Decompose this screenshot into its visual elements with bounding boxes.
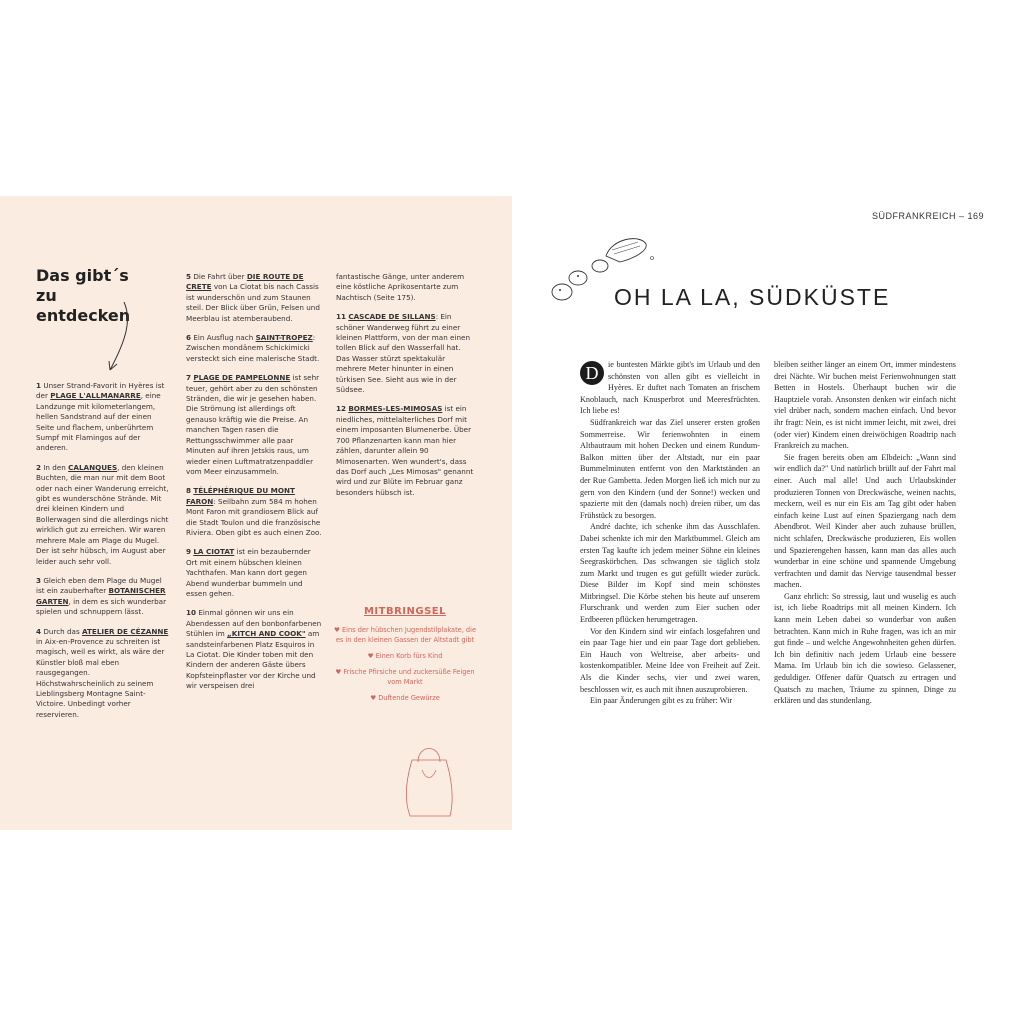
mitbringsel-item: ♥ Frische Pfirsiche und zuckersüße Feigen vom Markt xyxy=(335,668,475,686)
paragraph: Sie fragen bereits oben am Elbdeich: „Wann sind wir endlich da?" Und natürlich brüllt auf der Fahrt mal einer. Auch mal alle! Und auch Urlaubskinder produzieren Tonnen von Dreckwäsche, weinen nachts, meckern, weil es nur ein Eis am Tag gibt oder haben einfach keine Lust auf einen Spaziergang nach dem Abendbrot. Weil Kinder aber auch zuhause brüllen, nicht schlafen, Dreckwäsche produzieren, Eis wollen und Spazierengehen hassen, kann man das alles auch wunderbar in eine schöne und spannende Umgebung verfrachten und damit das Nervige tausendmal besser machen. xyxy=(774,452,956,590)
page-title: OH LA LA, SÜDKÜSTE xyxy=(614,284,891,310)
curved-arrow-icon xyxy=(96,300,136,378)
mitbringsel-item: ♥ Duftende Gewürze xyxy=(370,694,440,702)
paragraph: D ie buntesten Märkte gibt's im Urlaub und den schönsten von allen gibt es vielleicht in Hyères. Er duftet nach Tomaten an frischem Knoblauch, nach Knusperbrot und Meeresfrüchten. Ich liebe es! xyxy=(580,360,760,416)
paragraph: Südfrankreich war das Ziel unserer ersten großen Sommerreise. Wir ferienwohnten in einem Altbautraum mit hohen Decken und einem Rundum-Balkon mitten über der Altstadt, nur ein paar Bummelminuten entfernt von den Marktständen an der Rue Gambetta. Jeden Morgen ließ ich mich nur zu gern von den Kindern (und der Sonne!) wecken und spazierte mit den (damals noch) dreien rüber, um das Frühstück zu besorgen. xyxy=(580,417,760,520)
list-item: 5 Die Fahrt über DIE ROUTE DE CRETE von La Ciotat bis nach Cassis ist wunderschön und zum Staunen steil. Der Blick über Grün, Felsen und Meerblau ist atemberaubend. xyxy=(186,272,320,323)
list-item: 3 Gleich eben dem Plage du Mugel ist ein zauberhafter BOTANISCHER GARTEN, in dem es sich wunderbar spielen und schnuppern lässt. xyxy=(36,575,167,617)
list-item-continued: fantastische Gänge, unter anderem eine köstliche Aprikosentarte zum Nachtisch (Seite 175). xyxy=(336,272,465,302)
list-item: 1 Unser Strand-Favorit in Hyères ist der PLAGE L'ALLMANARRE, eine Landzunge mit kilometerlangem, hellen Sandstrand auf der einen Seite und flachem, unberührtem Sumpf mit Flamingos auf der anderen. xyxy=(36,381,165,453)
column-2 xyxy=(186,272,322,701)
drop-cap: D xyxy=(580,361,604,385)
running-head: SÜDFRANKREICH – 169 xyxy=(871,211,984,221)
list-item: 9 LA CIOTAT ist ein bezaubernder Ort mit einem hübschen kleinen Yachthafen. Man kann dort gegen Abend wunderbar bummeln und essen gehen. xyxy=(186,547,311,598)
section-title-line-1: Das gibt´s xyxy=(36,266,129,285)
list-item: 12 BORMES-LES-MIMOSAS ist ein niedliches, mittelalterliches Dorf mit einem imposanten Blumenerbe. Über 700 Pflanzenarten kann man hier zählen, darunter allein 90 Mimosenarten. Wen wundert's, dass das Dorf auch „Les Mimosas" genannt wird und zur Blüte im Februar ganz besonders hübsch ist. xyxy=(336,404,474,497)
list-item: 8 TÉLÉPHÉRIQUE DU MONT FARON: Seilbahn zum 584 m hohen Mont Faron mit grandiosem Blick auf die Stadt Toulon und die französische Riviera. Oben gibt es auch einen Zoo. xyxy=(186,486,322,537)
list-item: 11 CASCADE DE SILLANS: Ein schöner Wanderweg führt zu einer kleinen Plattform, von der man einen tollen Blick auf den Wasserfall hat. Das Wasser stürzt spektakulär mehrere Meter hinunter in einen türkisen See. Sieht aus wie in der Südsee. xyxy=(336,312,471,395)
mitbringsel-title: MITBRINGSEL xyxy=(363,606,447,617)
body-column-1 xyxy=(580,359,760,707)
list-item: 10 Einmal gönnen wir uns ein Abendessen auf den bonbonfarbenen Stühlen im „KITCH AND COOK" am sandsteinfarbenen Platz Esquiros in La Ciotat. Die Kinder toben mit den Kindern der anderen Gäste übers Kopfsteinpflaster vor der Kirche und wir verspeisen drei xyxy=(186,608,322,691)
tote-bag-illustration xyxy=(402,740,456,820)
list-item: 7 PLAGE DE PAMPELONNE ist sehr teuer, gehört aber zu den schönsten Stränden, die wir je gesehen haben. Die Strömung ist allerdings oft genauso kräftig wie die Preise. An manchen Tagen rasen die Rettungsschwimmer alle paar Minuten auf ihren Jetskis raus, um wieder einen Luftmatratzenpaddler vom Meer einzusammeln. xyxy=(186,373,320,476)
paragraph: Vor den Kindern sind wir einfach losgefahren und ein paar Tage hier und ein paar Tage dort geblieben. Ein Hauch von Weltreise, aber arbeits- und kostenkompatibler. Meine Idee von Freiheit auf Zeit. Als die Kinder sechs, vier und zwei waren, beschlossen wir, es auch mit ihnen auszuprobieren. xyxy=(580,626,760,694)
paragraph: bleiben seither länger an einem Ort, immer mindestens drei Nächte. Wir buchen meist Ferienwohnungen statt Betten in Hostels. Überhaupt buchen wir die Hauptziele vorab. Ansonsten denken wir einfach nicht viel drüber nach, sondern machen einfach. Und bevor ihr fragt: Nein, es ist nicht immer leicht, mit zwei, drei (oder vier) Kindern einen dreiwöchigen Roadtrip nach Frankreich zu machen. xyxy=(774,360,956,451)
body-column-2 xyxy=(774,359,956,707)
list-item: 4 Durch das ATELIER DE CÉZANNE in Aix-en-Provence zu schreiten ist magisch, weil es wirkt, als wäre der Künstler bloß mal eben rausgegangen. Höchstwahrscheinlich zu seinem Lieblingsberg Montagne Saint-Victoire. Unbedingt vorher reservieren. xyxy=(36,626,169,719)
paragraph: Ein paar Änderungen gibt es zu früher: Wir xyxy=(590,696,733,706)
mitbringsel-box xyxy=(334,606,476,709)
section-title-line-2: zu entdecken xyxy=(36,286,131,325)
paragraph: André dachte, ich schenke ihm das Ausschlafen. Dabei schenkte ich mir den Marktbummel. Gleich am ersten Tag kaufte ich jedem meiner Söhne ein kleines Seegraskörbchen. Das schwangen sie täglich stolz zum Markt und trugen es gut gefüllt wieder zurück. Diese Bilder im Kopf sind mein schönstes Mitbringsel. Die Körbe stehen bis heute auf unserem Flurschrank und werden zum Eier suchen oder Erdbeeren pflücken herumgetragen. xyxy=(580,522,760,625)
list-item: 6 Ein Ausflug nach SAINT-TROPEZ: Zwischen mondänem Schickimicki versteckt sich eine malerische Stadt. xyxy=(186,333,320,363)
paragraph: Ganz ehrlich: So stressig, laut und wuselig es auch ist, ich liebe Roadtrips mit all meinen Kindern. Ich kann mein Leben dabei so wunderbar von außen betrachten. Kann mich in Ruhe fragen, was ich an mir gut finde – und welche Angewohnheiten gehen dürfen. Ich bin definitiv nach jedem Urlaub eine bessere Mama. Im Urlaub bin ich die sowieso. Gelassener, geduldiger. Offener dafür Quatsch zu ertragen und Quatsch zu machen, Träume zu spinnen, Dinge zu erklären und das stundenlang. xyxy=(774,591,956,706)
mitbringsel-item: ♥ Eins der hübschen Jugendstilplakate, die es in den kleinen Gassen der Altstadt gibt xyxy=(334,626,477,644)
column-3 xyxy=(336,272,474,507)
column-1 xyxy=(36,381,170,729)
list-item: 2 In den CALANQUES, den kleinen Buchten, die man nur mit dem Boot oder nach einer Wanderung erreicht, gibt es wunderschöne Strände. Mit drei kleinen Kindern und Bollerwagen sind die allerdings nicht wirklich gut zu erreichen. Wir waren mehrere Male am Plage du Mugel. Der ist sehr hübsch, im August aber leider auch sehr voll. xyxy=(36,462,169,566)
mitbringsel-item: ♥ Einen Korb fürs Kind xyxy=(367,652,443,660)
